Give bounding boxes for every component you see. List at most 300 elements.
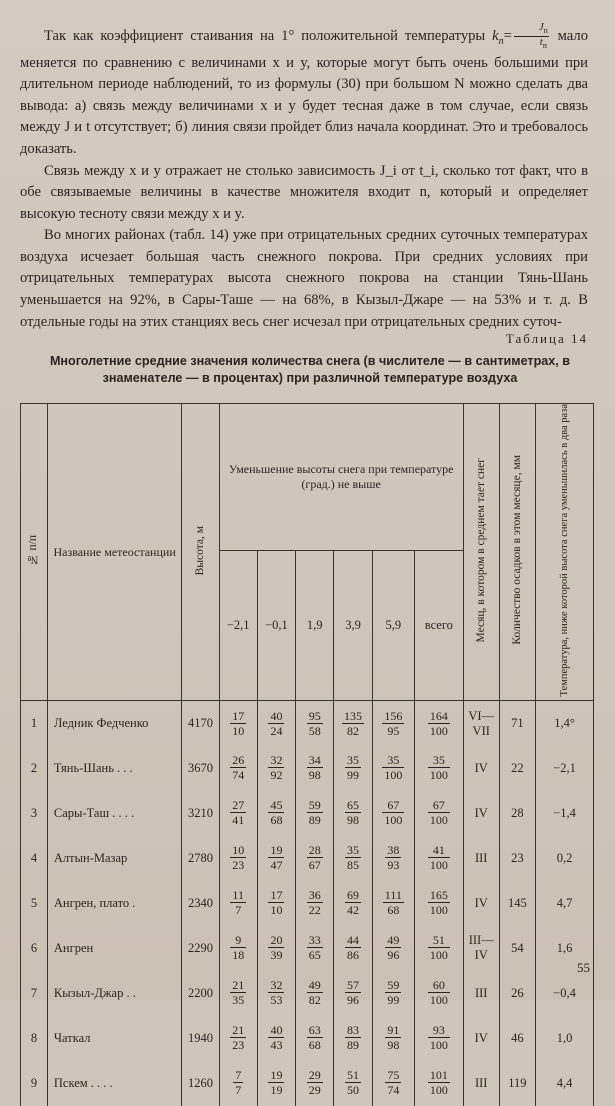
snow-percent: 65 bbox=[308, 948, 321, 963]
snow-percent: 85 bbox=[347, 858, 359, 873]
station-name: Ангрен bbox=[47, 926, 181, 971]
paragraph-2: Связь между x и y отражает не столько зависимость J_i от t_i, сколько тот факт, что в обе связываемые величины в качестве множителя входит n, который и определяет высокую тесноту связи между x и y. bbox=[20, 162, 588, 222]
snow-value-cell bbox=[334, 836, 372, 881]
snow-value-cell bbox=[372, 836, 414, 881]
k-symbol: $k_n$ bbox=[492, 28, 504, 47]
snow-value-cell bbox=[296, 1061, 334, 1106]
paragraph-1: Так как коэффициент стаивания на 1° положительной температуры $k_n=$ $\frac{J_n}{t_n}$ мало меняется по сравнению с величинами x и y, которые могут быть очень большими при длительном периоде наблюдений, то из формулы (30) при большом N можно сделать два вывода: а) связь между величинами x и y будет тесная даже в том случае, если связь между J и t отсутствует; б) линия связи пройдет близ начала координат. Это и требовалось доказать. bbox=[20, 21, 588, 157]
snow-percent: 47 bbox=[270, 858, 283, 873]
snow-cm: 101 bbox=[429, 1068, 448, 1083]
snow-value-cell bbox=[219, 746, 257, 791]
snow-percent: 100 bbox=[429, 858, 448, 873]
station-height: 1940 bbox=[182, 1016, 219, 1061]
header-t1: −2,1 bbox=[219, 550, 257, 701]
snow-cm: 135 bbox=[344, 708, 362, 723]
snow-value-cell bbox=[415, 836, 464, 881]
snow-cm: 35 bbox=[382, 753, 404, 768]
snow-cm: 95 bbox=[308, 708, 321, 723]
snow-fraction bbox=[307, 978, 323, 1007]
row-index: 4 bbox=[21, 836, 48, 881]
snow-value-cell bbox=[372, 926, 414, 971]
snow-fraction bbox=[382, 753, 404, 782]
snow-percent: 89 bbox=[308, 813, 321, 828]
table-row bbox=[21, 926, 594, 971]
half-temp: −0,4 bbox=[536, 971, 594, 1016]
snow-fraction bbox=[428, 933, 450, 962]
snow-cm: 49 bbox=[387, 933, 400, 948]
snow-percent: 42 bbox=[347, 903, 359, 918]
snow-fraction bbox=[345, 753, 361, 782]
table-row bbox=[21, 836, 594, 881]
snow-table bbox=[20, 403, 594, 1106]
snow-fraction bbox=[230, 843, 246, 872]
snow-percent: 96 bbox=[347, 993, 359, 1008]
header-precip: Количество осадков в этом месяце, мм bbox=[499, 404, 535, 701]
snow-cm: 7 bbox=[235, 1068, 242, 1083]
snow-fraction bbox=[307, 1068, 323, 1097]
snow-percent: 100 bbox=[429, 903, 448, 918]
snow-fraction bbox=[345, 1023, 361, 1052]
snow-value-cell bbox=[296, 881, 334, 926]
snow-value-cell bbox=[415, 1016, 464, 1061]
snow-cm: 32 bbox=[270, 753, 283, 768]
header-idx: № п/п bbox=[21, 404, 48, 701]
header-height: Высота, м bbox=[182, 404, 219, 701]
snow-percent: 41 bbox=[232, 813, 245, 828]
snow-percent: 18 bbox=[232, 948, 245, 963]
precipitation: 54 bbox=[499, 926, 535, 971]
snow-cm: 75 bbox=[387, 1068, 400, 1083]
table-row bbox=[21, 791, 594, 836]
row-index: 1 bbox=[21, 701, 48, 746]
snow-value-cell bbox=[219, 791, 257, 836]
table-body bbox=[21, 701, 594, 1106]
snow-fraction bbox=[230, 798, 246, 827]
header-t5: 5,9 bbox=[372, 550, 414, 701]
snow-cm: 26 bbox=[232, 753, 245, 768]
snow-value-cell bbox=[219, 1061, 257, 1106]
snow-value-cell bbox=[219, 881, 257, 926]
snow-cm: 21 bbox=[232, 1023, 245, 1038]
station-name: Ангрен, плато . bbox=[47, 881, 181, 926]
precipitation: 22 bbox=[499, 746, 535, 791]
snow-cm: 19 bbox=[270, 1068, 283, 1083]
snow-cm: 67 bbox=[382, 798, 404, 813]
snow-value-cell bbox=[372, 701, 414, 746]
snow-value-cell bbox=[415, 926, 464, 971]
snow-fraction bbox=[230, 709, 246, 738]
half-temp: 1,6 bbox=[536, 926, 594, 971]
snow-cm: 57 bbox=[347, 978, 359, 993]
row-index: 7 bbox=[21, 971, 48, 1016]
precipitation: 28 bbox=[499, 791, 535, 836]
snow-cm: 45 bbox=[270, 798, 283, 813]
precipitation: 46 bbox=[499, 1016, 535, 1061]
snow-value-cell bbox=[296, 971, 334, 1016]
snow-percent: 29 bbox=[308, 1083, 321, 1098]
melt-month: III—IV bbox=[463, 926, 499, 971]
snow-value-cell bbox=[257, 1016, 295, 1061]
snow-value-cell bbox=[334, 1061, 372, 1106]
snow-percent: 24 bbox=[270, 723, 283, 738]
snow-cm: 19 bbox=[270, 843, 283, 858]
header-t3: 1,9 bbox=[296, 550, 334, 701]
snow-fraction bbox=[268, 709, 284, 738]
snow-value-cell bbox=[372, 791, 414, 836]
snow-value-cell bbox=[296, 791, 334, 836]
snow-value-cell bbox=[257, 791, 295, 836]
station-height: 3670 bbox=[182, 746, 219, 791]
table-row bbox=[21, 1061, 594, 1106]
precipitation: 26 bbox=[499, 971, 535, 1016]
snow-cm: 35 bbox=[347, 753, 359, 768]
melt-month: III bbox=[463, 1061, 499, 1106]
snow-fraction bbox=[268, 1023, 284, 1052]
snow-value-cell bbox=[415, 1061, 464, 1106]
snow-cm: 17 bbox=[232, 708, 245, 723]
snow-cm: 34 bbox=[308, 753, 321, 768]
melt-month: IV bbox=[463, 1016, 499, 1061]
snow-fraction bbox=[428, 709, 450, 738]
snow-fraction bbox=[345, 978, 361, 1007]
snow-cm: 51 bbox=[347, 1068, 359, 1083]
snow-fraction bbox=[382, 709, 404, 738]
snow-cm: 49 bbox=[308, 978, 321, 993]
snow-value-cell bbox=[334, 746, 372, 791]
snow-cm: 38 bbox=[387, 843, 400, 858]
snow-cm: 35 bbox=[347, 843, 359, 858]
station-name: Сары-Таш . . . . bbox=[47, 791, 181, 836]
table-row bbox=[21, 746, 594, 791]
snow-percent: 19 bbox=[270, 1083, 283, 1098]
snow-fraction bbox=[428, 1023, 450, 1052]
snow-cm: 33 bbox=[308, 933, 321, 948]
snow-percent: 7 bbox=[235, 1083, 242, 1098]
snow-fraction bbox=[428, 978, 450, 1007]
station-name: Пскем . . . . bbox=[47, 1061, 181, 1106]
row-index: 9 bbox=[21, 1061, 48, 1106]
snow-value-cell bbox=[415, 881, 464, 926]
snow-value-cell bbox=[372, 1016, 414, 1061]
snow-value-cell bbox=[219, 1016, 257, 1061]
snow-fraction bbox=[428, 1068, 450, 1097]
snow-cm: 40 bbox=[270, 708, 283, 723]
page-number: 55 bbox=[577, 960, 590, 975]
snow-fraction bbox=[268, 753, 284, 782]
row-index: 8 bbox=[21, 1016, 48, 1061]
snow-value-cell bbox=[257, 926, 295, 971]
header-t2: −0,1 bbox=[257, 550, 295, 701]
snow-percent: 93 bbox=[387, 858, 400, 873]
snow-fraction bbox=[385, 933, 401, 962]
snow-fraction bbox=[268, 843, 284, 872]
snow-fraction bbox=[345, 798, 361, 827]
snow-cm: 164 bbox=[429, 708, 448, 723]
snow-cm: 60 bbox=[428, 978, 450, 993]
snow-percent: 82 bbox=[347, 723, 359, 738]
snow-fraction bbox=[307, 933, 323, 962]
snow-fraction bbox=[230, 753, 246, 782]
snow-fraction bbox=[383, 888, 404, 917]
paragraph-3: Во многих районах (табл. 14) уже при отрицательных средних суточных температурах воздуха исчезает большая часть снежного покрова. При средних условиях при отрицательных температурах высота снежного покрова на станции Тянь-Шань уменьшается на 92%, в Сары-Таше — на 68%, в Кызыл-Джаре — на 53% и т. д. В отдельные годы на этих станциях весь снег исчезал при отрицательных средних суточ- bbox=[20, 227, 588, 330]
snow-cm: 28 bbox=[308, 843, 321, 858]
row-index: 6 bbox=[21, 926, 48, 971]
snow-value-cell bbox=[334, 926, 372, 971]
snow-value-cell bbox=[415, 746, 464, 791]
snow-percent: 89 bbox=[347, 1038, 359, 1053]
snow-fraction bbox=[428, 798, 450, 827]
station-height: 2780 bbox=[182, 836, 219, 881]
half-temp: 0,2 bbox=[536, 836, 594, 881]
snow-percent: 10 bbox=[270, 903, 283, 918]
snow-value-cell bbox=[296, 701, 334, 746]
snow-fraction bbox=[307, 709, 323, 738]
snow-cm: 156 bbox=[384, 708, 403, 723]
snow-fraction bbox=[382, 798, 404, 827]
snow-fraction bbox=[268, 888, 284, 917]
header-name: Название метеостанции bbox=[47, 404, 181, 701]
snow-fraction bbox=[307, 888, 323, 917]
snow-percent: 67 bbox=[308, 858, 321, 873]
snow-cm: 36 bbox=[308, 888, 321, 903]
snow-value-cell bbox=[257, 1061, 295, 1106]
snow-percent: 100 bbox=[429, 948, 448, 963]
header-t4: 3,9 bbox=[334, 550, 372, 701]
snow-percent: 10 bbox=[232, 723, 245, 738]
melt-month: III bbox=[463, 971, 499, 1016]
half-temp: 1,0 bbox=[536, 1016, 594, 1061]
snow-cm: 35 bbox=[428, 753, 450, 768]
snow-percent: 74 bbox=[387, 1083, 400, 1098]
snow-value-cell bbox=[372, 881, 414, 926]
header-total: всего bbox=[415, 550, 464, 701]
snow-percent: 100 bbox=[429, 723, 448, 738]
table-label: Таблица 14 bbox=[505, 331, 588, 346]
snow-fraction bbox=[268, 978, 284, 1007]
snow-percent: 7 bbox=[235, 903, 242, 918]
melt-month: IV bbox=[463, 791, 499, 836]
snow-cm: 67 bbox=[428, 798, 450, 813]
snow-value-cell bbox=[415, 791, 464, 836]
snow-percent: 68 bbox=[387, 903, 400, 918]
snow-fraction bbox=[307, 753, 323, 782]
station-height: 1260 bbox=[182, 1061, 219, 1106]
station-height: 4170 bbox=[182, 701, 219, 746]
snow-percent: 100 bbox=[429, 813, 448, 828]
snow-fraction bbox=[345, 933, 361, 962]
snow-value-cell bbox=[219, 926, 257, 971]
precipitation: 23 bbox=[499, 836, 535, 881]
snow-percent: 53 bbox=[270, 993, 283, 1008]
snow-fraction bbox=[230, 1023, 246, 1052]
snow-fraction bbox=[230, 978, 246, 1007]
snow-value-cell bbox=[334, 881, 372, 926]
table-row bbox=[21, 881, 594, 926]
snow-value-cell bbox=[296, 746, 334, 791]
snow-value-cell bbox=[219, 971, 257, 1016]
melt-month: VI—VII bbox=[463, 701, 499, 746]
station-height: 3210 bbox=[182, 791, 219, 836]
snow-percent: 100 bbox=[429, 1038, 448, 1053]
snow-percent: 92 bbox=[270, 768, 283, 783]
snow-value-cell bbox=[415, 971, 464, 1016]
snow-percent: 96 bbox=[387, 948, 400, 963]
snow-cm: 93 bbox=[428, 1023, 450, 1038]
snow-percent: 74 bbox=[232, 768, 245, 783]
snow-cm: 41 bbox=[428, 843, 450, 858]
snow-fraction bbox=[345, 843, 361, 872]
snow-percent: 100 bbox=[384, 813, 403, 828]
snow-value-cell bbox=[415, 701, 464, 746]
snow-cm: 20 bbox=[270, 933, 283, 948]
table-caption: Многолетние средние значения количества снега (в числителе — в сантиметрах, в знаменателе — в процентах) при различной температуре воздуха bbox=[49, 354, 571, 385]
station-name: Кызыл-Джар . . bbox=[47, 971, 181, 1016]
snow-value-cell bbox=[257, 701, 295, 746]
snow-percent: 99 bbox=[347, 768, 359, 783]
snow-fraction bbox=[428, 753, 450, 782]
snow-value-cell bbox=[296, 1016, 334, 1061]
snow-fraction bbox=[230, 888, 246, 917]
snow-cm: 111 bbox=[384, 888, 402, 903]
half-temp: 1,4° bbox=[536, 701, 594, 746]
header-temp: Температура, ниже которой высота снега уменьшилась в два раза bbox=[536, 404, 594, 701]
snow-fraction bbox=[307, 1023, 323, 1052]
snow-cm: 17 bbox=[270, 888, 283, 903]
snow-value-cell bbox=[372, 971, 414, 1016]
snow-percent: 99 bbox=[387, 993, 400, 1008]
snow-fraction bbox=[385, 1068, 401, 1097]
station-name: Чаткал bbox=[47, 1016, 181, 1061]
snow-value-cell bbox=[334, 1016, 372, 1061]
snow-fraction bbox=[342, 709, 364, 738]
precipitation: 71 bbox=[499, 701, 535, 746]
snow-fraction bbox=[307, 798, 323, 827]
snow-percent: 82 bbox=[308, 993, 321, 1008]
snow-percent: 43 bbox=[270, 1038, 283, 1053]
snow-cm: 51 bbox=[428, 933, 450, 948]
station-name: Ледник Федченко bbox=[47, 701, 181, 746]
snow-cm: 59 bbox=[308, 798, 321, 813]
half-temp: −1,4 bbox=[536, 791, 594, 836]
ratio-fraction: $\frac{J_n}{t_n}$ bbox=[514, 22, 549, 51]
snow-fraction bbox=[268, 798, 284, 827]
station-height: 2200 bbox=[182, 971, 219, 1016]
snow-percent: 98 bbox=[308, 768, 321, 783]
snow-percent: 23 bbox=[232, 858, 245, 873]
snow-fraction bbox=[268, 933, 284, 962]
row-index: 3 bbox=[21, 791, 48, 836]
snow-value-cell bbox=[257, 746, 295, 791]
snow-value-cell bbox=[296, 926, 334, 971]
snow-cm: 44 bbox=[347, 933, 359, 948]
snow-percent: 50 bbox=[347, 1083, 359, 1098]
header-month: Месяц, в котором в среднем тает снег bbox=[463, 404, 499, 701]
snow-percent: 68 bbox=[270, 813, 283, 828]
snow-cm: 11 bbox=[232, 888, 244, 903]
snow-percent: 98 bbox=[347, 813, 359, 828]
station-name: Алтын-Мазар bbox=[47, 836, 181, 881]
snow-cm: 32 bbox=[270, 978, 283, 993]
snow-value-cell bbox=[372, 746, 414, 791]
half-temp: 4,7 bbox=[536, 881, 594, 926]
snow-cm: 27 bbox=[232, 798, 245, 813]
melt-month: III bbox=[463, 836, 499, 881]
snow-cm: 40 bbox=[270, 1023, 283, 1038]
snow-cm: 65 bbox=[347, 798, 359, 813]
table-row bbox=[21, 701, 594, 746]
snow-value-cell bbox=[296, 836, 334, 881]
snow-percent: 68 bbox=[308, 1038, 321, 1053]
row-index: 5 bbox=[21, 881, 48, 926]
snow-value-cell bbox=[334, 701, 372, 746]
table-row bbox=[21, 971, 594, 1016]
snow-cm: 91 bbox=[387, 1023, 400, 1038]
snow-value-cell bbox=[372, 1061, 414, 1106]
snow-value-cell bbox=[219, 701, 257, 746]
snow-value-cell bbox=[334, 791, 372, 836]
snow-value-cell bbox=[257, 881, 295, 926]
half-temp: 4,4 bbox=[536, 1061, 594, 1106]
snow-percent: 23 bbox=[232, 1038, 245, 1053]
snow-fraction bbox=[385, 978, 401, 1007]
melt-month: IV bbox=[463, 746, 499, 791]
snow-cm: 69 bbox=[347, 888, 359, 903]
station-height: 2290 bbox=[182, 926, 219, 971]
snow-cm: 83 bbox=[347, 1023, 359, 1038]
snow-value-cell bbox=[257, 971, 295, 1016]
snow-fraction bbox=[233, 1068, 243, 1097]
snow-cm: 9 bbox=[230, 933, 246, 948]
snow-fraction bbox=[345, 888, 361, 917]
snow-value-cell bbox=[219, 836, 257, 881]
snow-value-cell bbox=[334, 971, 372, 1016]
snow-percent: 95 bbox=[387, 723, 400, 738]
snow-cm: 63 bbox=[308, 1023, 321, 1038]
snow-percent: 100 bbox=[429, 768, 448, 783]
snow-percent: 98 bbox=[387, 1038, 400, 1053]
body-text bbox=[20, 22, 588, 333]
snow-fraction bbox=[345, 1068, 361, 1097]
snow-fraction bbox=[230, 933, 246, 962]
header-group: Уменьшение высоты снега при температуре (град.) не выше bbox=[219, 404, 463, 551]
snow-percent: 39 bbox=[270, 948, 283, 963]
snow-percent: 58 bbox=[308, 723, 321, 738]
precipitation: 145 bbox=[499, 881, 535, 926]
snow-percent: 100 bbox=[384, 768, 403, 783]
half-temp: −2,1 bbox=[536, 746, 594, 791]
snow-fraction bbox=[307, 843, 323, 872]
snow-cm: 29 bbox=[308, 1068, 321, 1083]
snow-fraction bbox=[385, 843, 401, 872]
snow-cm: 165 bbox=[429, 888, 448, 903]
snow-percent: 22 bbox=[308, 903, 321, 918]
row-index: 2 bbox=[21, 746, 48, 791]
table-row bbox=[21, 1016, 594, 1061]
precipitation: 119 bbox=[499, 1061, 535, 1106]
snow-fraction bbox=[268, 1068, 284, 1097]
snow-fraction bbox=[428, 843, 450, 872]
station-name: Тянь-Шань . . . bbox=[47, 746, 181, 791]
snow-cm: 59 bbox=[387, 978, 400, 993]
snow-cm: 10 bbox=[232, 843, 245, 858]
snow-percent: 35 bbox=[232, 993, 245, 1008]
snow-value-cell bbox=[257, 836, 295, 881]
snow-cm: 21 bbox=[232, 978, 245, 993]
snow-fraction bbox=[428, 888, 450, 917]
snow-percent: 100 bbox=[429, 993, 448, 1008]
snow-fraction bbox=[385, 1023, 401, 1052]
melt-month: IV bbox=[463, 881, 499, 926]
